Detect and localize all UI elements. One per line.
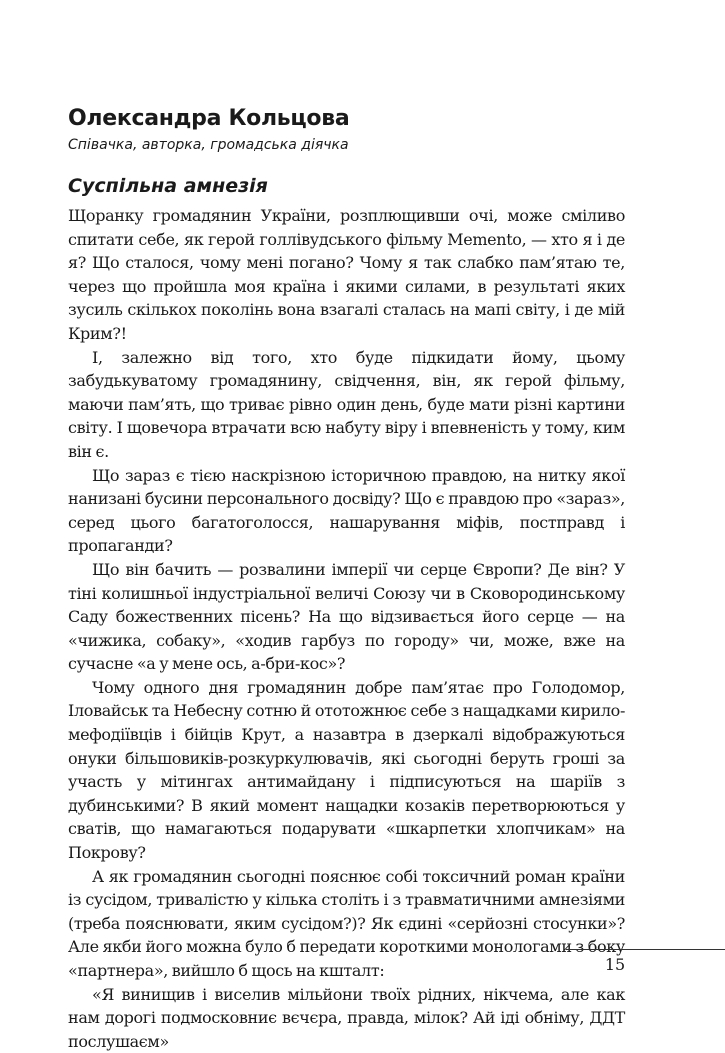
author-role: Співачка, авторка, громадська діячка: [68, 137, 349, 153]
paragraph-1: Щоранку громадянин України, розплющивши очі, може сміливо спитати себе, як герой голлівудського фільму Memento, — хто я і де я? Що сталося, чому мені погано? Чому я так слабко пам’ятаю те, через що пройшла моя країна і якими силами, в результаті яких зусиль скількох поколінь вона взагалі сталась на мапі світу, і де мій Крим?!: [68, 206, 625, 343]
paragraph-2: І, залежно від того, хто буде підкидати йому, цьому забудькуватому громадянину, свідчення, він, як герой фільму, маючи пам’ять, що триває рівно один день, буде мати різні картини світу. І щовечора втрачати всю набуту віру і впевненість у тому, ким він є.: [68, 347, 625, 461]
author-name: Олександра Кольцова: [68, 106, 350, 131]
essay-title: Суспільна амнезія: [68, 175, 268, 197]
paragraph-4: Що він бачить — розвалини імперії чи серце Європи? Де він? У тіні колишньої індустріальної величі Союзу чи в Сковородинському Саду божественних пісень? На що відзивається його серце — на «чижика, собаку», «ходив гарбуз по городу» чи, може, вже на сучасне «а у мене ось, а-бри-кос»?: [68, 559, 625, 674]
essay-body: [68, 204, 625, 1053]
footer-divider: [566, 949, 725, 950]
page-number: 15: [604, 955, 626, 974]
paragraph-3: Що зараз є тією наскрізною історичною правдою, на нитку якої нанизані бусини персонального досвіду? Що є правдою про «зараз», серед цього багатоголосся, нашарування міфів, постправд і пропаганди?: [68, 465, 625, 556]
paragraph-6: А як громадянин сьогодні пояснює собі токсичний роман країни із сусідом, тривалістю у кілька століть і з травматичними амнезіями (треба пояснювати, яким сусідом?)? Як єдині «серйозні стосунки»? Але якби його можна було б передати короткими монологами з боку «партнера», вийшло б щось на кшталт:: [68, 866, 625, 980]
paragraph-5: Чому одного дня громадянин добре пам’ятає про Голодомор, Іловайськ та Небесну сотню й ототожнює себе з нащадками кирило-мефодіївців і бійців Крут, а назавтра в дзеркалі відображуються онуки більшовиків-розкуркулювачів, які сьогодні беруть гроші за участь у мітингах антимайдану і підписуються на шаріїв з дубинськими? В який момент нащадки козаків перетворюються у сватів, що намагаються подарувати «шкарпетки хлопчикам» на Покрову?: [68, 677, 625, 863]
paragraph-7: «Я винищив і виселив мільйони твоїх рідних, нікчема, але как нам дорогі подмосковниє вєчєра, правда, мілок? Ай іді обніму, ДДТ послушаєм»: [68, 984, 625, 1051]
